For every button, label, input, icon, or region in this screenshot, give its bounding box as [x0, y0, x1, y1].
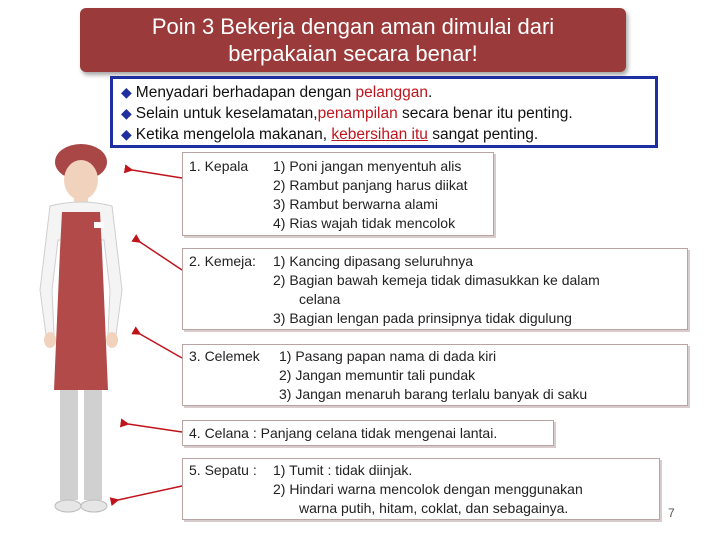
- list-item: 3) Bagian lengan pada prinsipnya tidak digulung: [273, 310, 572, 326]
- point-2-end: secara benar itu penting.: [397, 105, 573, 122]
- section-label: 2. Kemeja:: [189, 253, 256, 269]
- section-kemeja: [182, 248, 688, 330]
- list-item: 2) Rambut panjang harus diikat: [273, 177, 468, 193]
- list-item: 1) Poni jangan menyentuh alis: [273, 158, 462, 174]
- list-item: 2) Bagian bawah kemeja tidak dimasukkan ke dalam: [273, 272, 600, 288]
- point-3-text: Ketika mengelola makanan,: [135, 126, 332, 143]
- list-item: 3) Jangan menaruh barang terlalu banyak di saku: [279, 386, 588, 402]
- list-item: 1) Kancing dipasang seluruhnya: [273, 253, 474, 269]
- section-celemek: [182, 344, 688, 406]
- list-item: 1) Tumit : tidak diinjak.: [273, 462, 413, 478]
- section-celana: [182, 420, 554, 446]
- diamond-bullet-icon: ◆: [121, 84, 132, 100]
- point-1-text: Menyadari berhadapan dengan: [135, 84, 356, 101]
- point-3-end: sangat penting.: [427, 126, 539, 143]
- section-label: 3. Celemek: [189, 348, 260, 364]
- page-number: 7: [668, 506, 675, 520]
- list-item: 4) Rias wajah tidak mencolok: [273, 215, 456, 231]
- point-2-highlight: penampilan: [317, 105, 398, 122]
- list-item: 2) Hindari warna mencolok dengan menggunakan: [273, 481, 583, 497]
- list-item: 2) Jangan memuntir tali pundak: [279, 367, 476, 383]
- point-1-highlight: pelanggan: [355, 84, 428, 101]
- section-label: 5. Sepatu :: [189, 462, 257, 478]
- diamond-bullet-icon: ◆: [121, 126, 132, 142]
- diamond-bullet-icon: ◆: [121, 105, 132, 121]
- list-item: 1) Pasang papan nama di dada kiri: [279, 348, 497, 364]
- section-kepala: [182, 152, 494, 236]
- list-item: 3) Rambut berwarna alami: [273, 196, 438, 212]
- section-label: 4. Celana : Panjang celana tidak mengenai lantai.: [189, 425, 498, 441]
- point-2-text: Selain untuk keselamatan,: [135, 105, 318, 122]
- list-item: celana: [299, 291, 341, 307]
- point-3-underlined: itu: [407, 126, 428, 143]
- point-3-highlight: kebersihan: [331, 126, 408, 143]
- title-line-2: berpakaian secara benar!: [228, 41, 478, 66]
- section-label: 1. Kepala: [189, 158, 249, 174]
- point-1-end: .: [427, 84, 433, 101]
- list-item: warna putih, hitam, coklat, dan sebagainya.: [299, 500, 569, 516]
- section-sepatu: [182, 458, 660, 520]
- title-line-1: Poin 3 Bekerja dengan aman dimulai dari: [151, 14, 555, 39]
